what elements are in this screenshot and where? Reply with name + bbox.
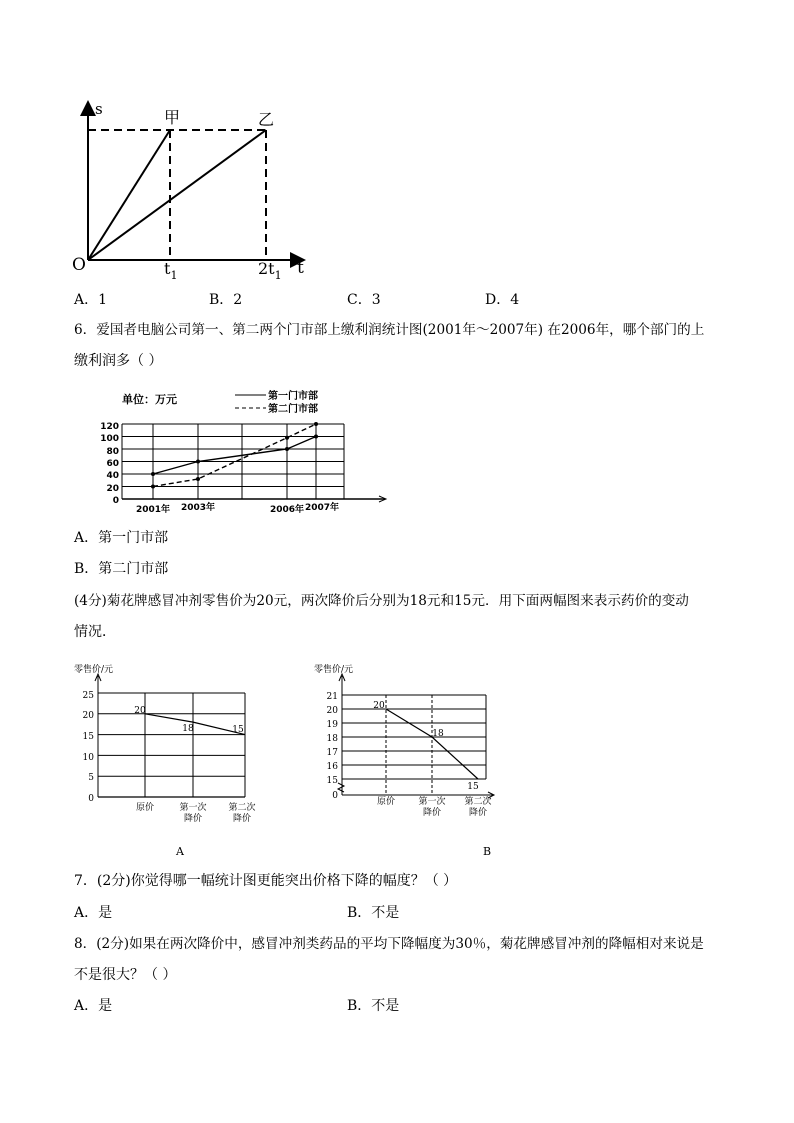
x-label-first: 第一次 — [179, 803, 207, 813]
y-tick-label: 25 — [82, 691, 94, 701]
x-label-original: 原价 — [376, 797, 396, 807]
point-label: 20 — [373, 701, 385, 711]
chart-a-caption: A — [176, 845, 184, 858]
point-label: 18 — [182, 724, 194, 734]
x-tick-label: 2006年 — [269, 505, 305, 515]
point-label: 18 — [432, 729, 444, 739]
x-label-second: 第二次 — [464, 797, 492, 807]
q5-option-b[interactable]: B．2 — [209, 292, 243, 308]
q6-stem-line2: 缴利润多（ ） — [74, 353, 163, 369]
x-label-original: 原价 — [135, 803, 155, 813]
x-label-second-2: 降价 — [232, 814, 252, 824]
origin-label: O — [72, 255, 86, 275]
price-line-b — [386, 709, 478, 779]
q7-option-a[interactable]: A．是 — [74, 905, 113, 921]
point-label: 20 — [134, 706, 146, 716]
y-tick-label: 120 — [100, 422, 119, 432]
y-tick-label: 18 — [326, 734, 338, 744]
y-tick-label: 60 — [106, 459, 119, 469]
chart-b-caption: B — [482, 845, 492, 858]
q8-option-b[interactable]: B．不是 — [347, 998, 400, 1014]
q7-option-b[interactable]: B．不是 — [347, 905, 400, 921]
data-point — [285, 447, 289, 451]
data-point — [151, 472, 155, 476]
t1-label: $t_1$ — [164, 259, 178, 282]
y-tick-label: 100 — [100, 434, 119, 444]
data-point — [285, 436, 289, 440]
y-tick-label: 0 — [332, 791, 338, 801]
price-chart-b — [310, 658, 510, 858]
data-point — [196, 477, 200, 481]
x-label-first-2: 降价 — [422, 808, 442, 818]
profit-line-chart — [100, 385, 400, 517]
data-point — [314, 435, 318, 439]
jia-label: 甲 — [164, 108, 181, 127]
x-label-second-2: 降价 — [468, 808, 488, 818]
intro-line2: 情况． — [74, 624, 116, 640]
q6-stem-line1: 6．爱国者电脑公司第一、第二两个门市部上缴利润统计图(2001年～2007年) 在2006年，哪个部门的上 — [74, 322, 705, 338]
y-tick-label: 0 — [112, 496, 119, 506]
y-tick-label: 5 — [88, 773, 94, 783]
q6-option-b[interactable]: B．第二门市部 — [74, 561, 169, 577]
y-tick-label: 0 — [88, 794, 94, 804]
point-label: 15 — [467, 782, 479, 792]
data-point — [196, 460, 200, 464]
y-tick-label: 15 — [82, 732, 94, 742]
y-tick-label: 20 — [82, 711, 94, 721]
x-tick-label: 2007年 — [304, 503, 340, 513]
y-tick-label: 80 — [106, 447, 119, 457]
x-tick-label: 2003年 — [180, 503, 216, 513]
price-line-a — [145, 714, 245, 735]
intro-line1: (4分)菊花牌感冒冲剂零售价为20元，两次降价后分别为18元和15元．用下面两幅图来表示药价的变动 — [74, 593, 689, 609]
t-axis-label: t — [297, 258, 304, 278]
y-tick-label: 19 — [326, 720, 338, 730]
st-graph — [60, 90, 350, 290]
price-chart-a — [70, 658, 270, 858]
2t1-label: $2t_1$ — [258, 259, 282, 282]
q5-option-d[interactable]: D．4 — [485, 292, 520, 308]
y-tick-label: 20 — [106, 484, 119, 494]
point-label: 15 — [232, 725, 244, 735]
y-tick-label: 40 — [106, 471, 119, 481]
q6-option-a[interactable]: A．第一门市部 — [74, 530, 169, 546]
legend-label-first: 第一门市部 — [268, 391, 318, 402]
x-tick-label: 2001年 — [135, 505, 171, 515]
x-label-first: 第一次 — [418, 797, 446, 807]
legend-label-second: 第二门市部 — [268, 404, 318, 415]
q5-option-a[interactable]: A．1 — [74, 292, 108, 308]
y-tick-label: 21 — [326, 692, 338, 702]
q5-option-c[interactable]: C．3 — [347, 292, 381, 308]
chart-b-ylabel: 零售价/元 — [314, 665, 354, 675]
y-tick-label: 15 — [326, 776, 338, 786]
yi-label: 乙 — [258, 110, 275, 129]
chart-a-ylabel: 零售价/元 — [74, 665, 114, 675]
jia-line — [88, 130, 170, 260]
q8-stem-line1: 8．(2分)如果在两次降价中，感冒冲剂类药品的平均下降幅度为30％，菊花牌感冒冲剂的降幅相对来说是 — [74, 936, 704, 952]
q8-stem-line2: 不是很大？（ ） — [74, 967, 177, 983]
y-tick-label: 10 — [82, 753, 94, 763]
data-point — [151, 485, 155, 489]
chart-grid — [122, 424, 386, 502]
x-label-first-2: 降价 — [183, 814, 203, 824]
series-line-1 — [153, 437, 316, 475]
series-line-2 — [153, 424, 316, 487]
q8-option-a[interactable]: A．是 — [74, 998, 113, 1014]
y-tick-label: 20 — [326, 706, 338, 716]
y-tick-label: 16 — [326, 762, 338, 772]
axis-break-zigzag — [338, 783, 344, 792]
data-point — [314, 422, 318, 426]
y-tick-label: 17 — [326, 748, 338, 758]
x-label-second: 第二次 — [228, 803, 256, 813]
q7-stem: 7．(2分)你觉得哪一幅统计图更能突出价格下降的幅度？（ ） — [74, 873, 458, 889]
s-axis-label: s — [95, 100, 103, 118]
yi-line — [88, 130, 266, 260]
chart-unit-label: 单位：万元 — [122, 393, 177, 406]
